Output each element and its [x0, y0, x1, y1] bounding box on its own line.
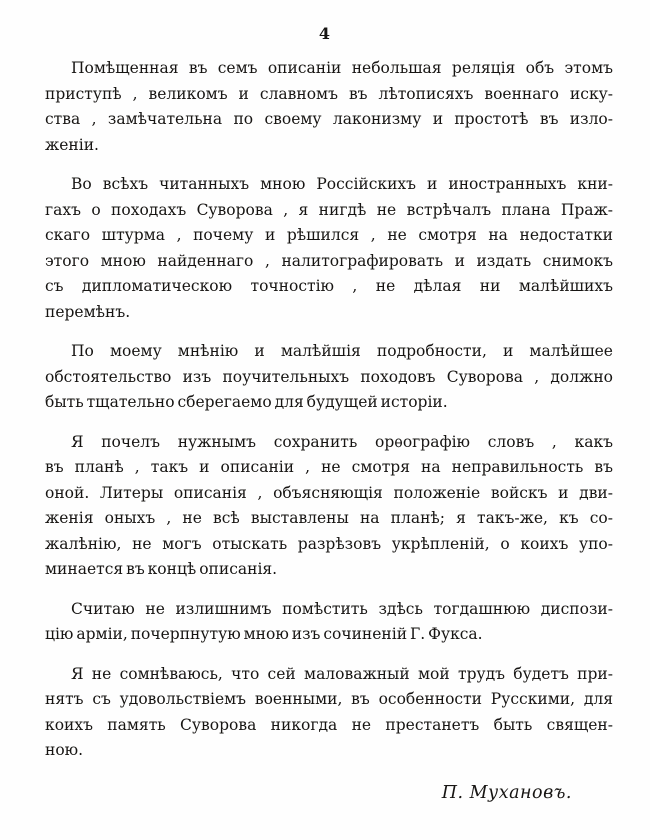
paragraph-3 — [45, 339, 613, 416]
text-line: женія оныхъ , не всѣ выставлены на планѣ; я такъ-же, къ со- — [45, 509, 613, 527]
text-line: Помѣщенная въ семъ описаніи небольшая реляція объ этомъ — [71, 59, 613, 77]
paragraph-1 — [45, 56, 613, 158]
page-text-block — [45, 56, 613, 778]
text-line: скаго штурма , почему и рѣшился , не смотря на недостатки — [45, 226, 613, 244]
paragraph-2 — [45, 172, 613, 325]
text-line: женіи. — [45, 135, 99, 154]
text-line: Я не сомнѣваюсь, что сей маловажный мой трудъ будетъ при- — [71, 664, 613, 683]
text-line: ства , замѣчательна по своему лаконизму и простотѣ въ изло- — [45, 110, 613, 128]
text-line: быть тщательно сберегаемо для будущей исторіи. — [45, 393, 448, 411]
paragraph-6 — [45, 662, 613, 764]
text-line: съ дипломатическою точностію , не дѣлая ни малѣйшихъ — [45, 277, 613, 295]
paragraph-5 — [45, 597, 613, 648]
text-line: оной. Литеры описанія , объясняющія положеніе войскъ и дви- — [45, 483, 613, 502]
text-line: жалѣнію, не могъ отыскать разрѣзовъ укрѣпленій, о коихъ упо- — [45, 534, 613, 553]
paragraph-4 — [45, 430, 613, 583]
text-line: ною. — [45, 741, 84, 759]
text-line: минается въ концѣ описанія. — [45, 560, 278, 578]
author-signature: П. Мухановъ. — [441, 783, 572, 803]
text-line: цію арміи, почерпнутую мною изъ сочиненій Г. Фукса. — [45, 625, 483, 643]
text-line: Во всѣхъ читанныхъ мною Россійскихъ и иностранныхъ кни- — [71, 175, 613, 193]
text-line: обстоятельство изъ поучительныхъ походовъ Суворова , должно — [45, 367, 613, 386]
text-line: перемѣнъ. — [45, 302, 131, 321]
text-line: По моему мнѣнію и малѣйшія подробности, и малѣйшее — [71, 342, 613, 360]
page-number: 4 — [318, 24, 332, 43]
text-line: этого мною найденнаго , налитографировать и издать снимокъ — [45, 251, 613, 270]
text-line: Я почелъ нужнымъ сохранить орѳографію словъ , какъ — [71, 432, 613, 451]
text-line: гахъ о походахъ Суворова , я нигдѣ не встрѣчалъ плана Праж- — [45, 200, 613, 219]
text-line: Считаю не излишнимъ помѣстить здѣсь тогдашнюю диспози- — [71, 599, 613, 618]
text-line: коихъ память Суворова никогда не престанетъ быть священ- — [45, 715, 613, 734]
text-line: въ планѣ , такъ и описаніи , не смотря на неправильность въ — [45, 458, 613, 476]
text-line: нятъ съ удовольствіемъ военными, въ особенности Русскими, для — [45, 690, 613, 708]
text-line: приступѣ , великомъ и славномъ въ лѣтописяхъ военнаго иску- — [45, 84, 613, 103]
